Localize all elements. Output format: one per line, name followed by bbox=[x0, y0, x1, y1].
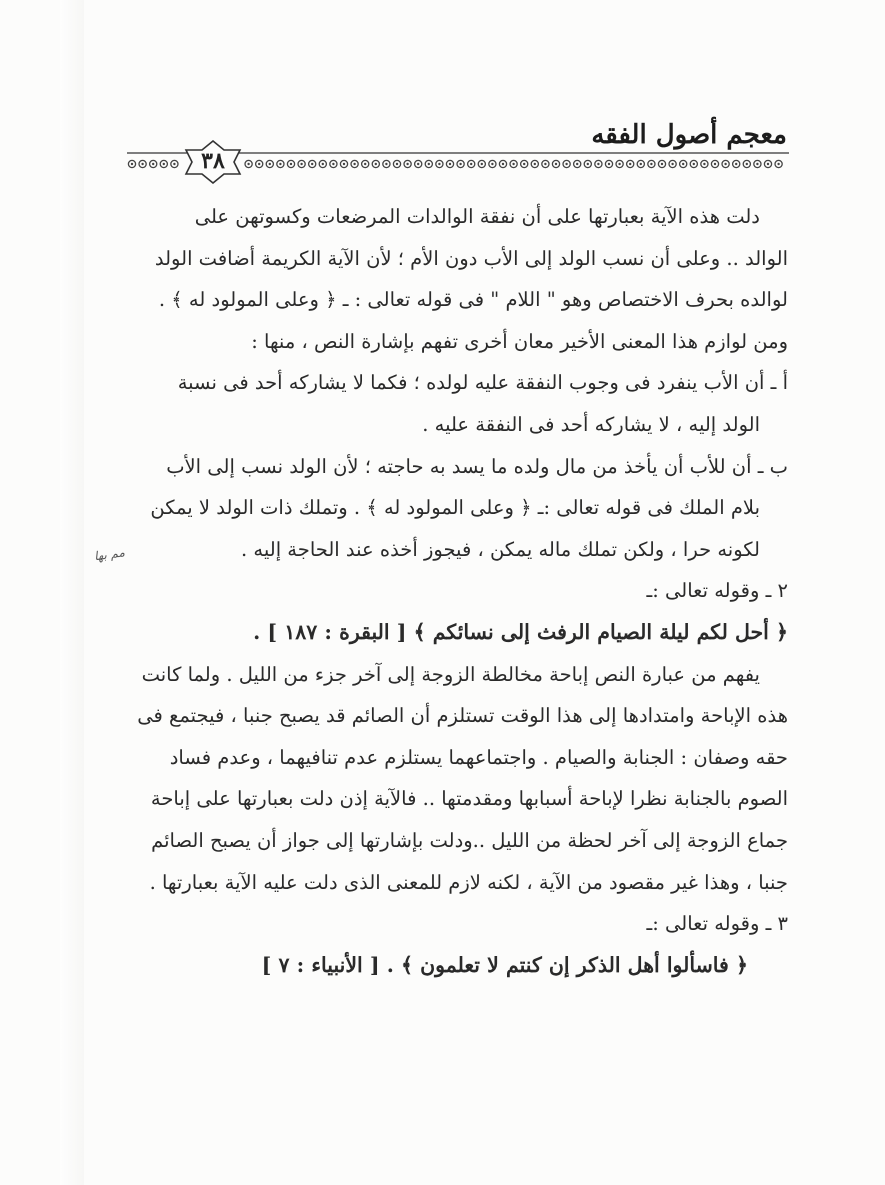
list-item-a: أ ـ أن الأب ينفرد فى وجوب النفقة عليه لولده ؛ فكما لا يشاركه أحد فى نسبة bbox=[177, 371, 788, 395]
list-item-b: ب ـ أن للأب أن يأخذ من مال ولده ما يسد به حاجته ؛ لأن الولد نسب إلى الأب bbox=[166, 454, 788, 478]
text-line: جنبا ، وهذا غير مقصود من الآية ، لكنه لازم للمعنى الذى دلت عليه الآية بعبارتها . bbox=[149, 870, 788, 894]
text-line: جماع الزوجة إلى آخر لحظة من الليل ..ودلت بإشارتها إلى جواز أن يصبح الصائم bbox=[151, 828, 788, 852]
text-line: الصوم بالجنابة نظرا لإباحة أسبابها ومقدمتها .. فالآية إذن دلت بعبارتها على إباحة bbox=[150, 787, 788, 811]
page-header-title: معجم أصول الفقه bbox=[591, 120, 787, 150]
text-line: لوالده بحرف الاختصاص وهو " اللام " فى قوله تعالى : ـ ﴿ وعلى المولود له ﴾ . bbox=[158, 288, 788, 312]
text-line: بلام الملك فى قوله تعالى :ـ ﴿ وعلى المولود له ﴾ . وتملك ذات الولد لا يمكن bbox=[150, 496, 760, 520]
quran-verse: ﴿ فاسألوا أهل الذكر إن كنتم لا تعلمون ﴾ . [ الأنبياء : ٧ ] bbox=[261, 952, 748, 977]
text-line: هذه الإباحة وامتدادها إلى هذا الوقت تستلزم أن الصائم قد يصبح جنبا ، فيجتمع فى bbox=[137, 704, 788, 728]
text-line: يفهم من عبارة النص إباحة مخالطة الزوجة إلى آخر جزء من الليل . ولما كانت bbox=[141, 662, 760, 686]
text-line: الولد إليه ، لا يشاركه أحد فى النفقة عليه . bbox=[422, 412, 760, 436]
text-line: ومن لوازم هذا المعنى الأخير معان أخرى تفهم بإشارة النص ، منها : bbox=[251, 329, 788, 353]
section-heading: ٣ ـ وقوله تعالى :ـ bbox=[646, 912, 788, 936]
handwritten-margin-note: مم بها bbox=[93, 545, 126, 564]
scan-shadow bbox=[60, 0, 84, 1185]
text-line: حقه وصفان : الجنابة والصيام . واجتماعهما يستلزم عدم تنافيهما ، وعدم فساد bbox=[169, 745, 788, 769]
text-line: لكونه حرا ، ولكن تملك ماله يمكن ، فيجوز أخذه عند الحاجة إليه . bbox=[241, 537, 760, 561]
quran-verse: ﴿ أحل لكم ليلة الصيام الرفث إلى نسائكم ﴾ [ البقرة : ١٨٧ ] . bbox=[253, 619, 788, 644]
text-line: الوالد .. وعلى أن نسب الولد إلى الأب دون الأم ؛ لأن الآية الكريمة أضافت الولد bbox=[154, 246, 788, 270]
page-number: ٣٨ bbox=[201, 148, 225, 174]
main-text bbox=[130, 196, 788, 986]
section-heading: ٢ ـ وقوله تعالى :ـ bbox=[646, 579, 788, 603]
text-line: دلت هذه الآية بعبارتها على أن نفقة الوالدات المرضعات وكسوتهن على bbox=[194, 205, 760, 228]
